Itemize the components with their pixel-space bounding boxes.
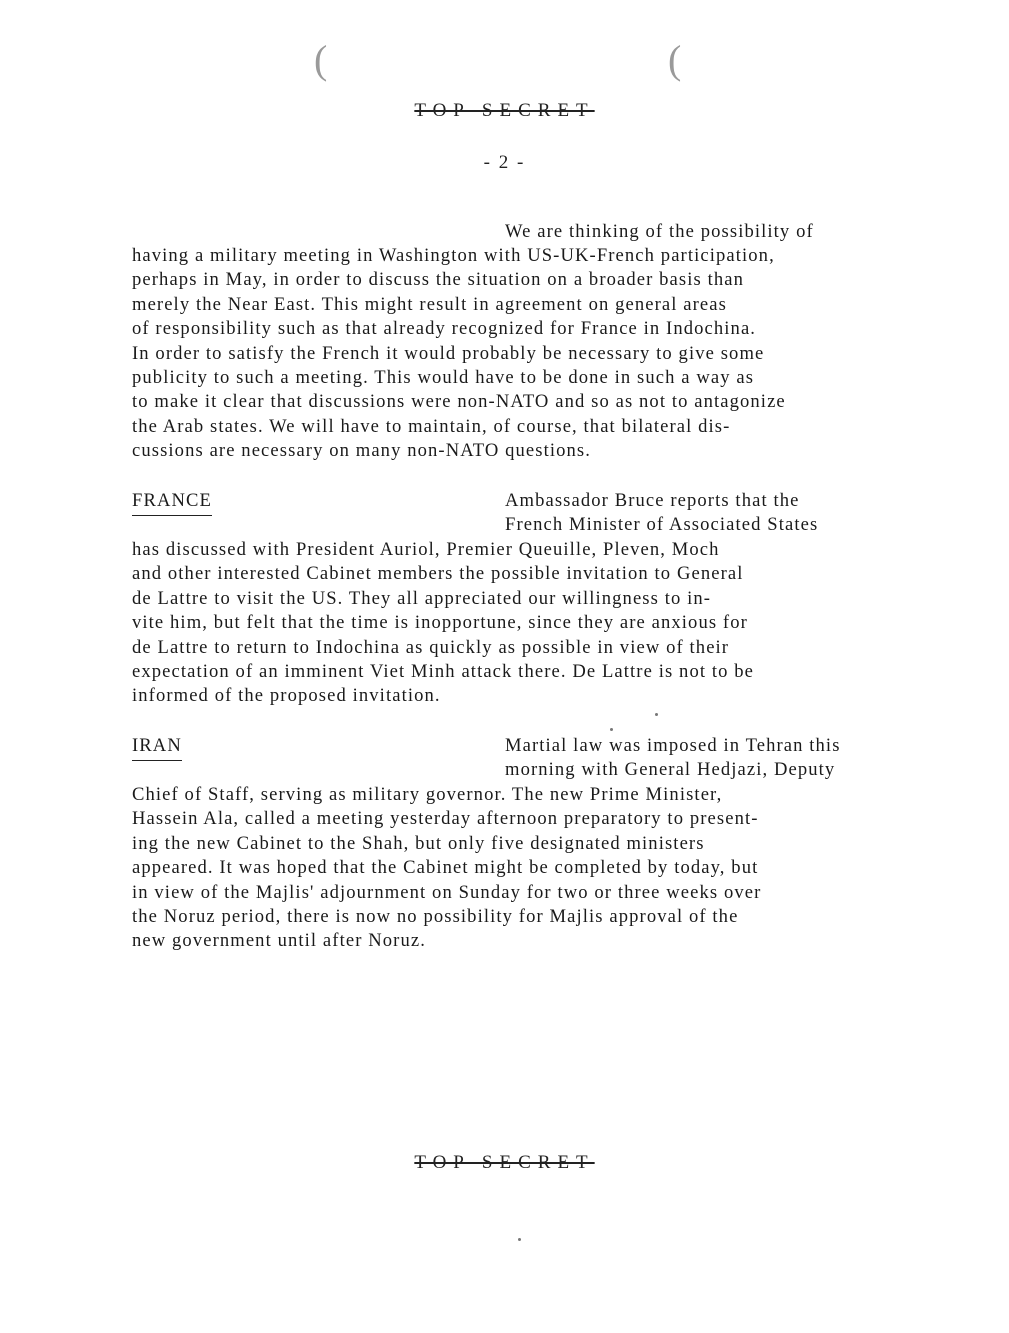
paper-speck: [655, 713, 658, 716]
iran-paragraph: Chief of Staff, serving as military governor. The new Prime Minister, Hassein Ala, called a meeting yesterday afternoon preparatory to present- ing the new Cabinet to the Shah, but only five designated ministers appeared. It was hoped that the Cabinet might be completed by today, but in view of the Majlis' adjournment on Sunday for two or three weeks over the Noruz period, there is now no possibility for Majlis approval of the new government until after Noruz.: [132, 784, 762, 952]
paper-speck: [518, 1238, 521, 1241]
binder-mark-right: (: [668, 37, 682, 82]
section-label-france: FRANCE: [132, 490, 212, 516]
page-number: - 2 -: [483, 152, 526, 173]
section-label-iran: IRAN: [132, 735, 182, 761]
france-paragraph: has discussed with President Auriol, Premier Queuille, Pleven, Moch and other interested Cabinet members the possible invitation to General de Lattre to visit the US. They all appreciated our willingness to in- vite him, but felt that the time is inopportune, since they are anxious for de Lattre to return to Indochina as quickly as possible in view of their expectation of an imminent Viet Minh attack there. De Lattre is not to be informed of the proposed invitation.: [132, 539, 755, 707]
binder-mark-left: (: [314, 37, 328, 82]
france-lead: Ambassador Bruce reports that the French Minister of Associated States: [505, 490, 819, 536]
iran-lead: Martial law was imposed in Tehran this morning with General Hedjazi, Deputy: [505, 735, 841, 781]
intro-first-line: We are thinking of the possibility of: [505, 221, 814, 242]
header-classification: TOP SECRET: [414, 100, 595, 121]
intro-paragraph: having a military meeting in Washington with US-UK-French participation, perhaps in May, in order to discuss the situation on a broader basis than merely the Near East. This might result in agreement on general areas of responsibility such as that already recognized for France in Indochina. In order to satisfy the French it would probably be necessary to give some publicity to such a meeting. This would have to be done in such a way as to make it clear that discussions were non-NATO and so as not to antagonize the Arab states. We will have to maintain, of course, that bilateral dis- cussions are necessary on many non-NATO questions.: [132, 245, 786, 462]
paper-speck: [610, 728, 613, 731]
footer-classification: TOP SECRET: [414, 1152, 595, 1173]
